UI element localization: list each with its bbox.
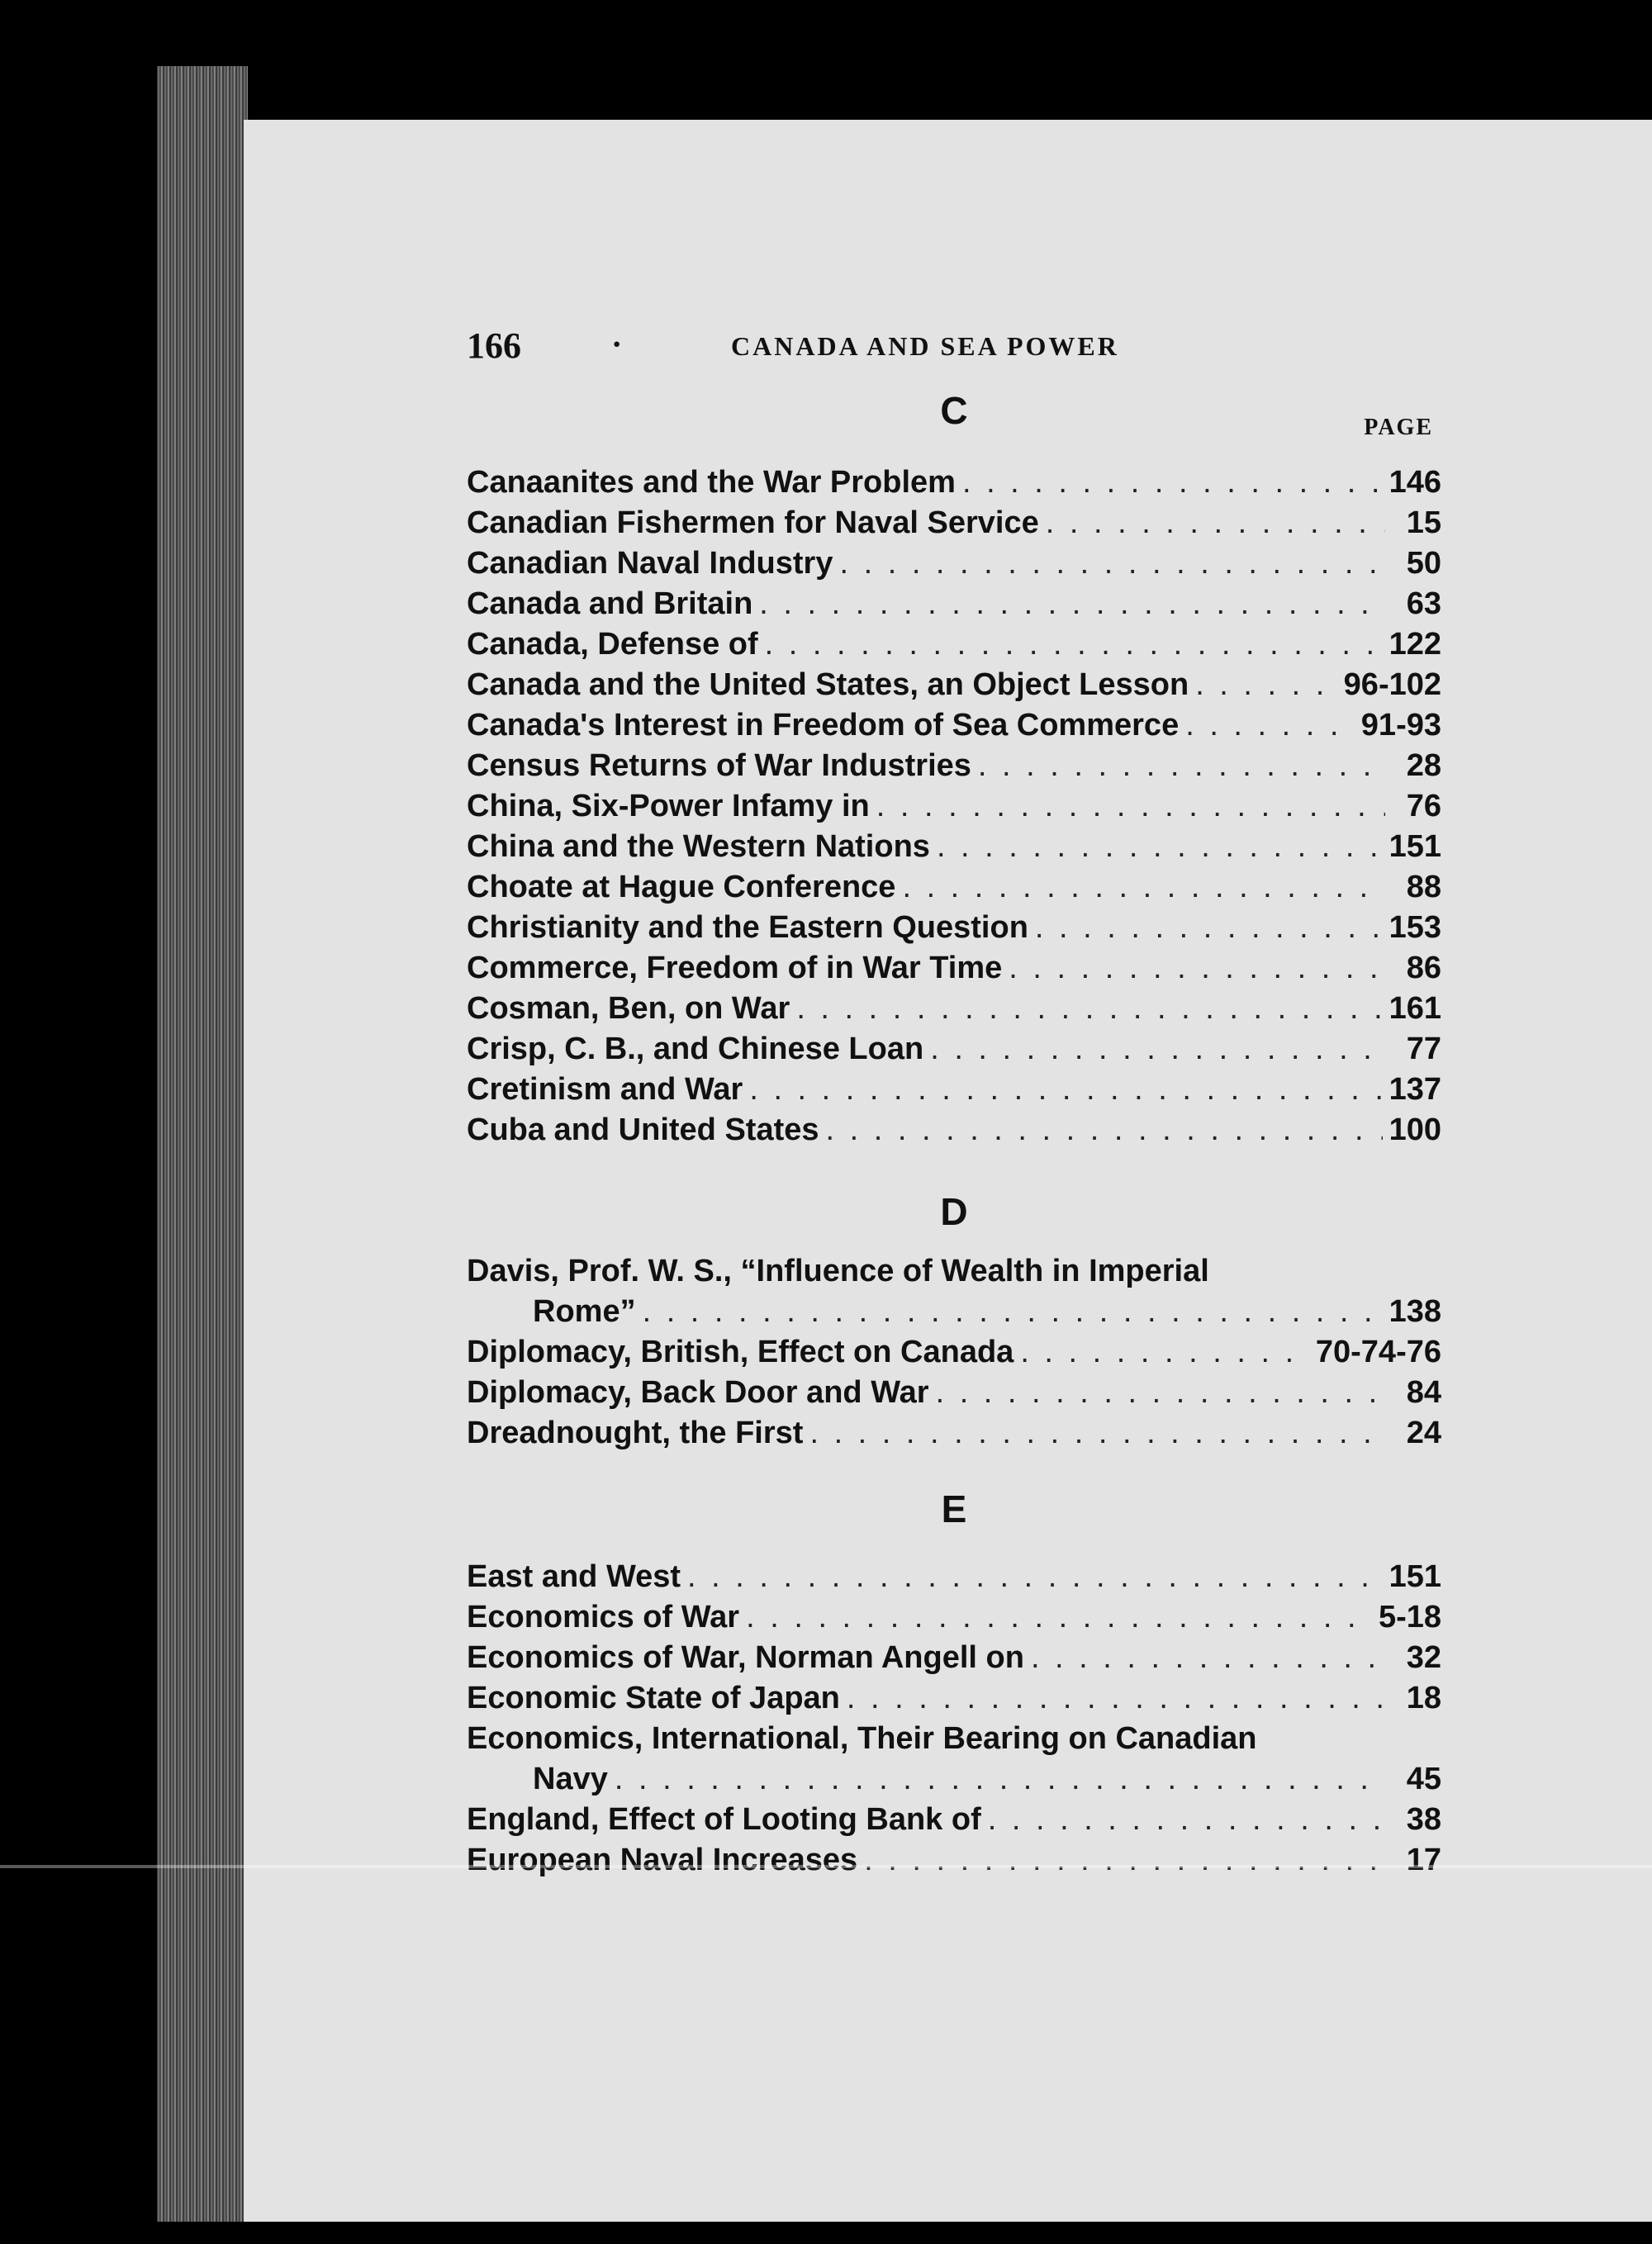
entry-label: Dreadnought, the First (467, 1416, 804, 1450)
dot-leader (1009, 948, 1385, 988)
index-entry (467, 463, 1441, 502)
entry-label: China, Six-Power Infamy in (467, 789, 870, 823)
entry-page-ref: 151 (1389, 1559, 1441, 1594)
entry-page-ref: 122 (1389, 627, 1441, 662)
entry-label: Cuba and United States (467, 1113, 819, 1147)
index-entry (467, 827, 1441, 866)
index-entry (467, 584, 1441, 624)
book-page-edges (157, 66, 248, 2222)
index-entry (467, 1332, 1441, 1372)
entry-label-continuation: Navy (533, 1762, 608, 1796)
index-entry (467, 1597, 1441, 1637)
entry-label: Canada, Defense of (467, 627, 758, 662)
index-entry (467, 665, 1441, 705)
dot-leader (936, 1373, 1385, 1412)
entry-label: Economic State of Japan (467, 1681, 840, 1715)
index-entry (467, 503, 1441, 543)
entry-page-ref: 38 (1406, 1802, 1441, 1837)
dot-leader (988, 1800, 1385, 1839)
index-entry (467, 1070, 1441, 1109)
entry-label: Choate at Hague Conference (467, 870, 896, 904)
dot-leader (687, 1557, 1383, 1596)
entry-page-ref: 84 (1406, 1375, 1441, 1410)
entry-page-ref: 146 (1389, 465, 1441, 500)
section-letter-e: E (941, 1487, 967, 1530)
index-entry (467, 1719, 1441, 1758)
entry-page-ref: 86 (1406, 951, 1441, 985)
entry-page-ref: 77 (1406, 1032, 1441, 1066)
entry-label: European Naval Increases (467, 1843, 858, 1877)
entry-label: Commerce, Freedom of in War Time (467, 951, 1003, 985)
head-separator: · (611, 325, 623, 363)
entry-page-ref: 50 (1406, 546, 1441, 581)
entry-label: Canada's Interest in Freedom of Sea Commerce (467, 708, 1180, 742)
index-entry (467, 624, 1441, 664)
running-title: CANADA AND SEA POWER (731, 331, 1119, 361)
entry-page-ref: 138 (1389, 1294, 1441, 1329)
book-page (244, 120, 1652, 2222)
entry-label: Canadian Fishermen for Naval Service (467, 505, 1039, 540)
entry-label: Census Returns of War Industries (467, 748, 971, 783)
dot-leader (765, 624, 1383, 664)
entry-label: Davis, Prof. W. S., “Influence of Wealth in Imperial (467, 1254, 1209, 1288)
dot-leader (746, 1597, 1372, 1637)
entry-label: Canaanites and the War Problem (467, 465, 956, 500)
entry-label: Diplomacy, Back Door and War (467, 1375, 929, 1410)
dot-leader (930, 1029, 1385, 1069)
index-entry (467, 1029, 1441, 1069)
index-entry (467, 1800, 1441, 1839)
scan-artifact-line (0, 1865, 1652, 1868)
entry-label-continuation: Rome” (533, 1294, 636, 1329)
dot-leader (847, 1678, 1385, 1718)
entry-page-ref: 5-18 (1378, 1600, 1441, 1634)
entry-page-ref: 28 (1406, 748, 1441, 783)
entry-page-ref: 137 (1389, 1072, 1441, 1107)
page-number: 166 (467, 325, 521, 366)
dot-leader (759, 584, 1385, 624)
dot-leader (643, 1292, 1383, 1331)
dot-leader (796, 989, 1382, 1028)
entry-page-ref: 96-102 (1343, 667, 1441, 702)
dot-leader (937, 827, 1383, 866)
entry-label: East and West (467, 1559, 681, 1594)
entry-page-ref: 45 (1406, 1762, 1441, 1796)
index-entry (467, 1678, 1441, 1718)
entry-page-ref: 17 (1406, 1843, 1441, 1877)
index-entry (467, 543, 1441, 583)
index-entry (467, 989, 1441, 1028)
dot-leader (1046, 503, 1385, 543)
index-entry-continuation (467, 1759, 1441, 1799)
entry-label: Crisp, C. B., and Chinese Loan (467, 1032, 924, 1066)
dot-leader (1031, 1638, 1385, 1677)
entry-label: Cretinism and War (467, 1072, 743, 1107)
entry-page-ref: 32 (1406, 1640, 1441, 1675)
entry-page-ref: 15 (1406, 505, 1441, 540)
index-entry (467, 1840, 1441, 1880)
entry-page-ref: 24 (1406, 1416, 1441, 1450)
dot-leader (962, 463, 1383, 502)
dot-leader (809, 1413, 1385, 1453)
entry-page-ref: 76 (1406, 789, 1441, 823)
running-head (467, 318, 1441, 368)
dot-leader (839, 543, 1385, 583)
entry-page-ref: 100 (1389, 1113, 1441, 1147)
entry-page-ref: 153 (1389, 910, 1441, 945)
entry-page-ref: 63 (1406, 586, 1441, 621)
entry-page-ref: 88 (1406, 870, 1441, 904)
index-entry (467, 948, 1441, 988)
entry-label: Canada and Britain (467, 586, 753, 621)
entry-label: England, Effect of Looting Bank of (467, 1802, 981, 1837)
entry-label: Canadian Naval Industry (467, 546, 833, 581)
entry-label: China and the Western Nations (467, 829, 930, 864)
index-entry (467, 1557, 1441, 1596)
dot-leader (978, 746, 1385, 785)
dot-leader (902, 867, 1385, 907)
dot-leader (1035, 908, 1383, 947)
entry-label: Economics of War, Norman Angell on (467, 1640, 1024, 1675)
index-entry-continuation (467, 1292, 1441, 1331)
dot-leader (1020, 1332, 1309, 1372)
index-entry (467, 1110, 1441, 1150)
entry-label: Christianity and the Eastern Question (467, 910, 1028, 945)
dot-leader (876, 786, 1385, 826)
index-entry (467, 1638, 1441, 1677)
entry-label: Economics of War (467, 1600, 740, 1634)
dot-leader (615, 1759, 1385, 1799)
entry-page-ref: 161 (1389, 991, 1441, 1026)
dot-leader (1185, 705, 1355, 745)
index-entry (467, 705, 1441, 745)
entry-label: Diplomacy, British, Effect on Canada (467, 1335, 1014, 1369)
dot-leader (826, 1110, 1383, 1150)
dot-leader (1195, 665, 1336, 705)
index-entry (467, 867, 1441, 907)
entry-label: Canada and the United States, an Object Lesson (467, 667, 1189, 702)
index-entry (467, 1413, 1441, 1453)
entry-page-ref: 70-74-76 (1315, 1335, 1441, 1369)
index-entry (467, 786, 1441, 826)
entry-label: Cosman, Ben, on War (467, 991, 790, 1026)
entry-page-ref: 91-93 (1360, 708, 1441, 742)
entry-page-ref: 151 (1389, 829, 1441, 864)
dot-leader (749, 1070, 1382, 1109)
section-letter-c: C (940, 389, 968, 432)
index-entry (467, 1251, 1441, 1291)
entry-label: Economics, International, Their Bearing on Canadian (467, 1721, 1257, 1756)
section-letter-d: D (940, 1190, 968, 1233)
index-entry (467, 1373, 1441, 1412)
dot-leader (864, 1840, 1385, 1880)
page-column-label: PAGE (1364, 415, 1433, 440)
index-entry (467, 746, 1441, 785)
index-entry (467, 908, 1441, 947)
entry-page-ref: 18 (1406, 1681, 1441, 1715)
